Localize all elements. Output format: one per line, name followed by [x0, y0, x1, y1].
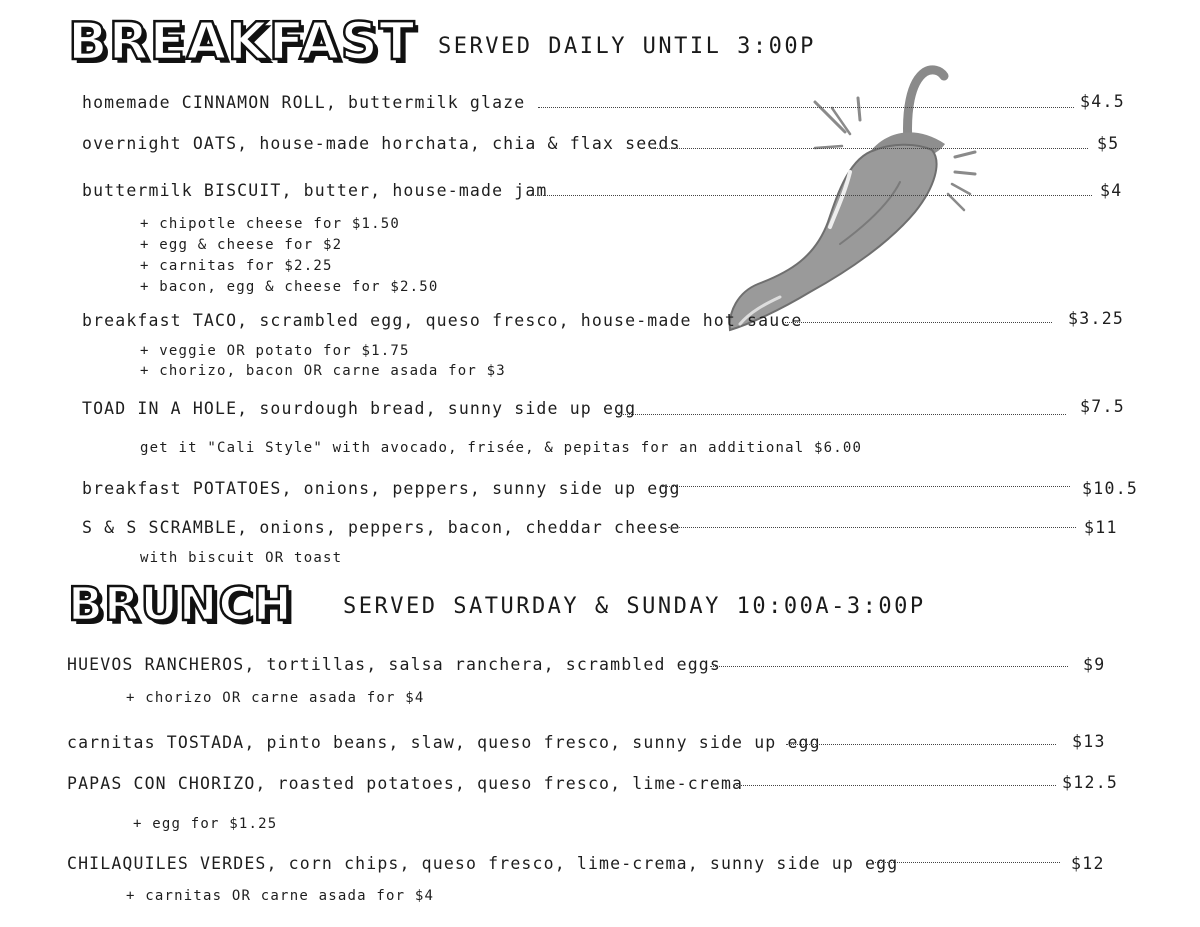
leader-dots [710, 666, 1068, 667]
price: $4 [1100, 181, 1123, 200]
price: $12 [1071, 854, 1105, 873]
price: $9 [1083, 655, 1106, 674]
price: $11 [1084, 518, 1118, 537]
addon-note: + carnitas for $2.25 [140, 258, 333, 274]
addon-note: + veggie OR potato for $1.75 [140, 343, 410, 359]
menu-item-scramble: S & S SCRAMBLE, onions, peppers, bacon, cheddar cheese [82, 518, 681, 537]
menu-item-oats: overnight OATS, house-made horchata, chia & flax seeds [82, 134, 681, 153]
menu-item-toad-in-a-hole: TOAD IN A HOLE, sourdough bread, sunny side up egg [82, 399, 637, 418]
addon-note: + chorizo OR carne asada for $4 [126, 690, 425, 706]
addon-note: + chipotle cheese for $1.50 [140, 216, 400, 232]
menu-item-tostada: carnitas TOSTADA, pinto beans, slaw, queso fresco, sunny side up egg [67, 733, 821, 752]
menu-item-cinnamon-roll: homemade CINNAMON ROLL, buttermilk glaze [82, 93, 526, 112]
addon-note: + egg for $1.25 [133, 816, 278, 832]
price: $4.5 [1080, 92, 1125, 111]
menu-item-biscuit: buttermilk BISCUIT, butter, house-made jam [82, 181, 548, 200]
leader-dots [786, 744, 1056, 745]
leader-dots [538, 107, 1074, 108]
price: $7.5 [1080, 397, 1125, 416]
addon-note: get it "Cali Style" with avocado, frisée, & pepitas for an additional $6.00 [140, 440, 863, 456]
brunch-heading: BRUNCH [68, 577, 293, 631]
addon-note: + bacon, egg & cheese for $2.50 [140, 279, 439, 295]
breakfast-subtitle: SERVED DAILY UNTIL 3:00P [438, 34, 816, 59]
price: $3.25 [1068, 309, 1125, 328]
breakfast-heading: BREAKFAST [68, 12, 416, 72]
leader-dots [662, 486, 1070, 487]
leader-dots [618, 414, 1066, 415]
price: $10.5 [1082, 479, 1139, 498]
leader-dots [668, 527, 1076, 528]
leader-dots [872, 862, 1060, 863]
leader-dots [782, 322, 1052, 323]
menu-item-taco: breakfast TACO, scrambled egg, queso fresco, house-made hot sauce [82, 311, 803, 330]
menu-item-huevos-rancheros: HUEVOS RANCHEROS, tortillas, salsa ranchera, scrambled eggs [67, 655, 721, 674]
price: $12.5 [1062, 773, 1119, 792]
addon-note: with biscuit OR toast [140, 550, 343, 566]
menu-item-papas-con-chorizo: PAPAS CON CHORIZO, roasted potatoes, queso fresco, lime-crema [67, 774, 744, 793]
addon-note: + egg & cheese for $2 [140, 237, 343, 253]
leader-dots [652, 148, 1088, 149]
addon-note: + carnitas OR carne asada for $4 [126, 888, 435, 904]
price: $5 [1097, 134, 1120, 153]
menu-item-potatoes: breakfast POTATOES, onions, peppers, sunny side up egg [82, 479, 681, 498]
leader-dots [528, 195, 1092, 196]
chili-pepper-icon [720, 62, 980, 342]
leader-dots [736, 785, 1056, 786]
menu-item-chilaquiles-verdes: CHILAQUILES VERDES, corn chips, queso fresco, lime-crema, sunny side up egg [67, 854, 899, 873]
price: $13 [1072, 732, 1106, 751]
addon-note: + chorizo, bacon OR carne asada for $3 [140, 363, 506, 379]
brunch-subtitle: SERVED SATURDAY & SUNDAY 10:00A-3:00P [343, 594, 926, 619]
